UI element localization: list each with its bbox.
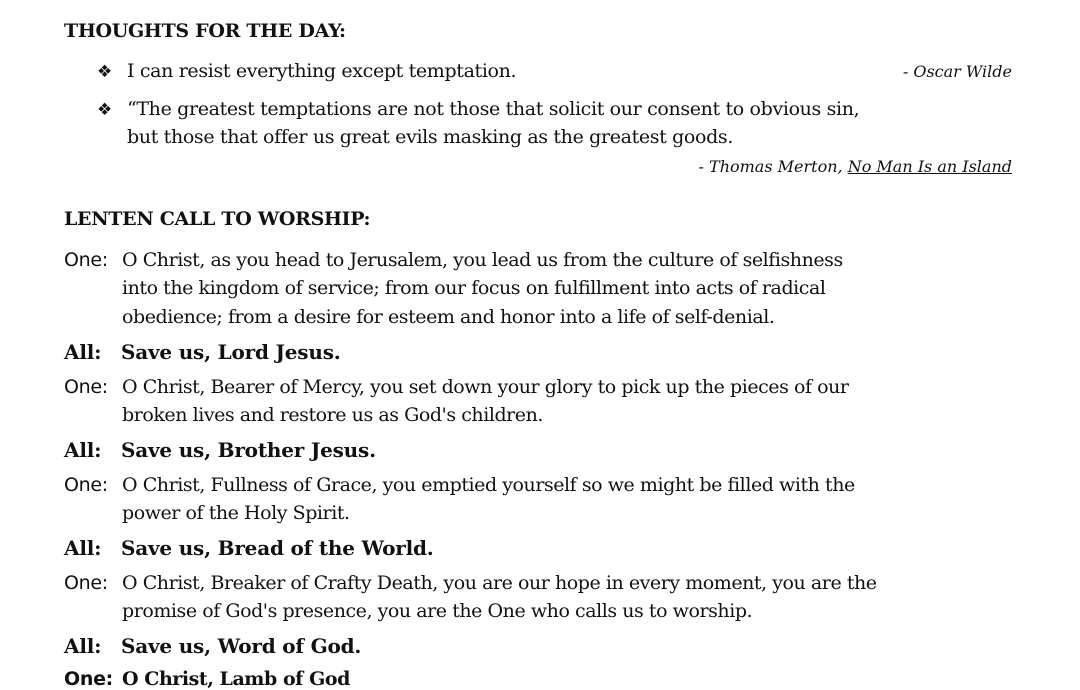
- speaker-one-label: One:: [64, 249, 108, 271]
- one-1-line-2: into the kingdom of service; from our focus on fulfillment into acts of radical: [122, 277, 826, 299]
- one-4-line-2: promise of God's presence, you are the One who calls us to worship.: [122, 600, 753, 622]
- all-response-2: [64, 438, 376, 462]
- one-5-partial: O Christ, Lamb of God: [122, 668, 350, 690]
- quote-1-text: I can resist everything except temptation.: [127, 60, 517, 82]
- diamond-bullet-icon: ❖: [97, 100, 113, 120]
- speaker-all-label: All:: [64, 634, 102, 658]
- one-4-line-1: O Christ, Breaker of Crafty Death, you are our hope in every moment, you are the: [122, 572, 877, 594]
- speaker-all-label: All:: [64, 438, 102, 462]
- all-4-text: Save us, Word of God.: [121, 634, 362, 658]
- speaker-one-label: One:: [64, 376, 108, 398]
- quote-2-line-1: “The greatest temptations are not those that solicit our consent to obvious sin,: [127, 98, 860, 120]
- all-response-4: [64, 634, 362, 658]
- speaker-all-label: All:: [64, 536, 102, 560]
- quote-2-author: - Thomas Merton,: [698, 157, 848, 176]
- speaker-one-label: One:: [64, 572, 108, 594]
- call-heading: LENTEN CALL TO WORSHIP:: [64, 208, 371, 230]
- all-response-1: [64, 340, 341, 364]
- diamond-bullet-icon: ❖: [97, 62, 113, 82]
- speaker-all-label: All:: [64, 340, 102, 364]
- one-1-line-3: obedience; from a desire for esteem and honor into a life of self-denial.: [122, 306, 775, 328]
- thoughts-heading: THOUGHTS FOR THE DAY:: [64, 20, 346, 42]
- all-response-3: [64, 536, 434, 560]
- all-1-text: Save us, Lord Jesus.: [121, 340, 341, 364]
- one-3-line-1: O Christ, Fullness of Grace, you emptied yourself so we might be filled with the: [122, 474, 855, 496]
- one-2-line-2: broken lives and restore us as God's children.: [122, 404, 543, 426]
- all-3-text: Save us, Bread of the World.: [121, 536, 434, 560]
- quote-2-line-2: but those that offer us great evils masking as the greatest goods.: [127, 126, 734, 148]
- all-2-text: Save us, Brother Jesus.: [121, 438, 376, 462]
- one-1-line-1: O Christ, as you head to Jerusalem, you lead us from the culture of selfishness: [122, 249, 843, 271]
- quote-1-attribution: - Oscar Wilde: [902, 62, 1012, 81]
- speaker-one-label: One:: [64, 474, 108, 496]
- one-3-line-2: power of the Holy Spirit.: [122, 502, 350, 524]
- one-2-line-1: O Christ, Bearer of Mercy, you set down your glory to pick up the pieces of our: [122, 376, 849, 398]
- speaker-one-label: One:: [64, 668, 113, 690]
- quote-2-book-title: No Man Is an Island: [847, 157, 1012, 176]
- quote-2-attribution: [699, 157, 1012, 176]
